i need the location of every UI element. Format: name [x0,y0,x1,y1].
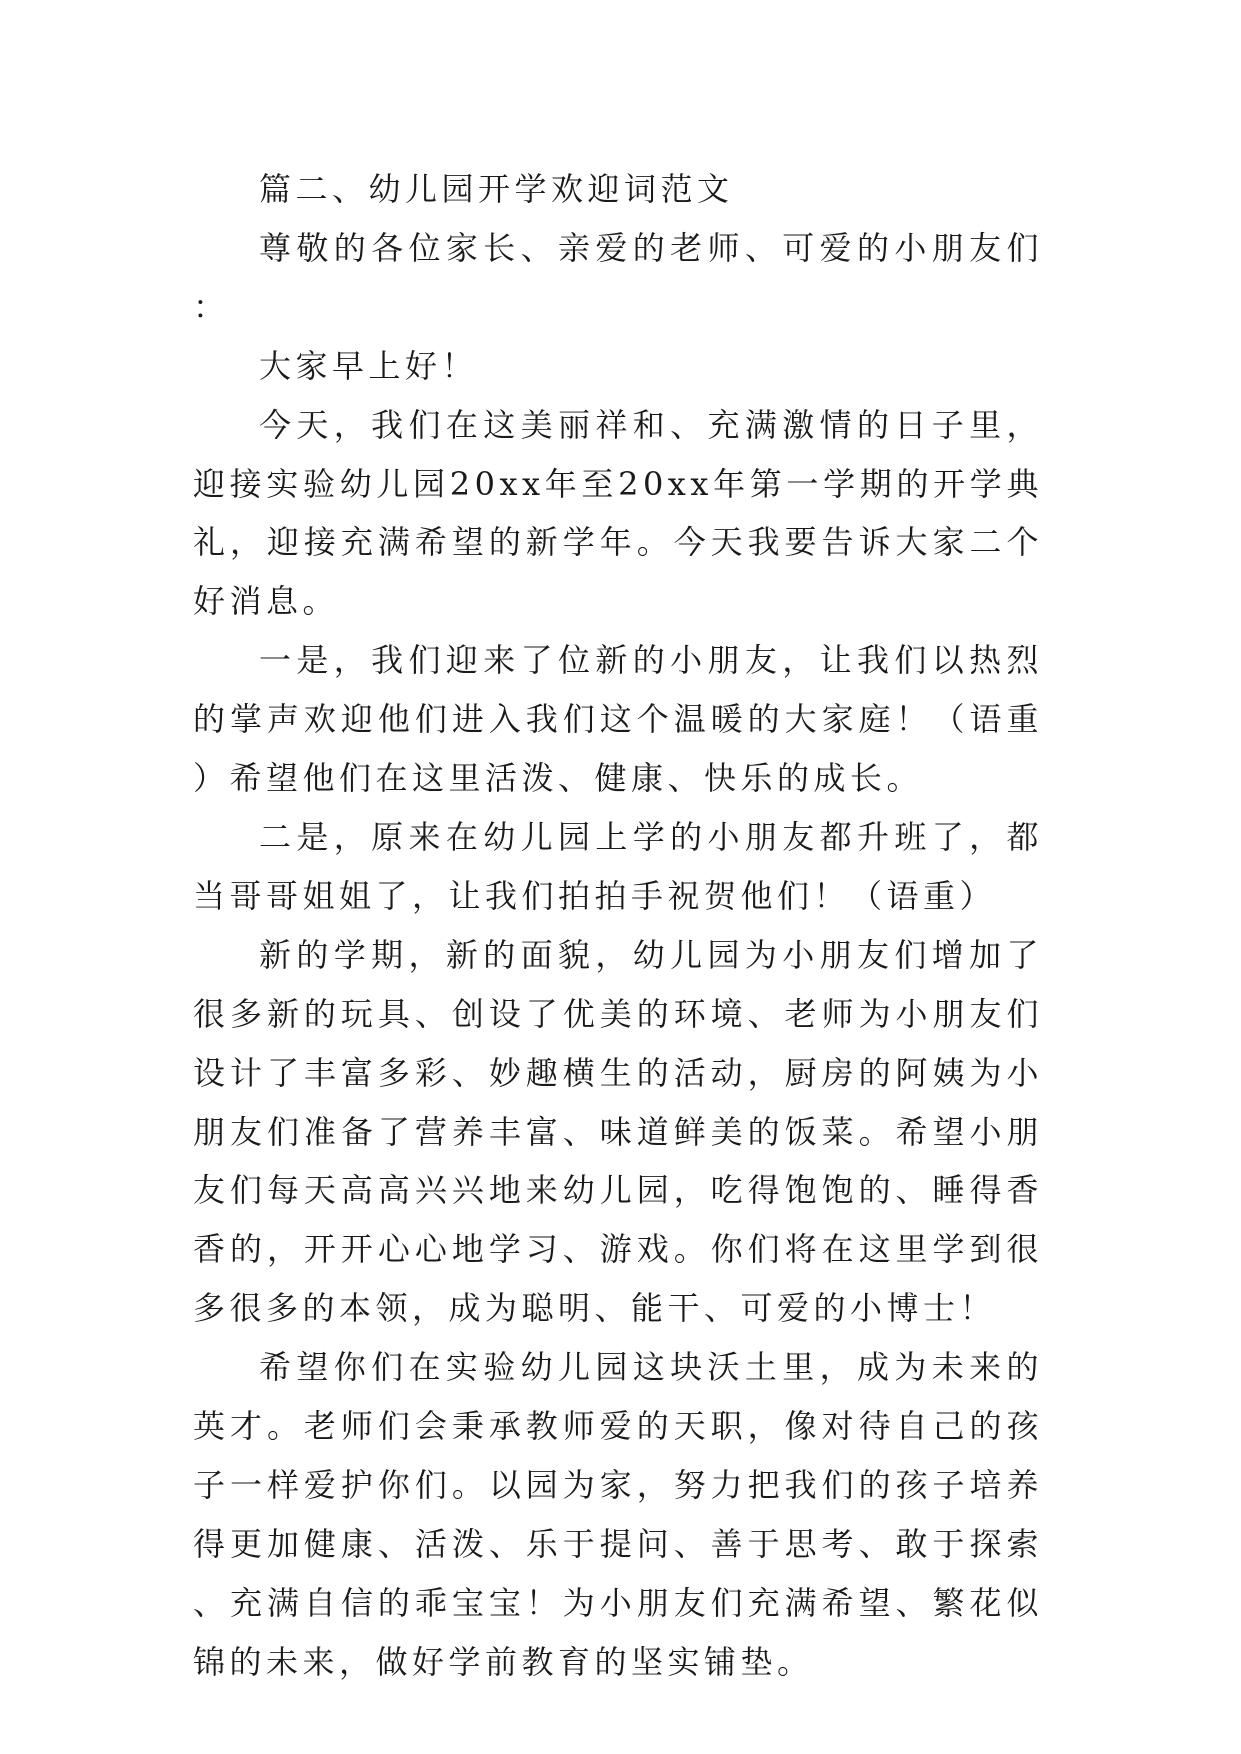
paragraph-5: 希望你们在实验幼儿园这块沃土里，成为未来的英才。老师们会秉承教师爱的天职，像对待自己的孩子一样爱护你们。以园为家，努力把我们的孩子培养得更加健康、活泼、乐于提问、善于思考、敢于探索、充满自信的乖宝宝！为小朋友们充满希望、繁花似锦的未来，做好学前教育的坚实铺垫。 [193,1348,1043,1681]
paragraph-1: 今天，我们在这美丽祥和、充满激情的日子里，迎接实验幼儿园20xx年至20xx年第一学期的开学典礼，迎接充满希望的新学年。今天我要告诉大家二个好消息。 [193,405,1043,621]
document-heading: 篇二、幼儿园开学欢迎词范文 [259,170,734,208]
paragraph-3: 二是，原来在幼儿园上学的小朋友都升班了，都当哥哥姐姐了，让我们拍拍手祝贺他们！（语重） [193,817,1043,915]
salutation: 尊敬的各位家长、亲爱的老师、可爱的小朋友们： [193,228,1043,326]
greeting: 大家早上好！ [259,346,479,385]
paragraph-4: 新的学期，新的面貌，幼儿园为小朋友们增加了很多新的玩具、创设了优美的环境、老师为小朋友们设计了丰富多彩、妙趣横生的活动，厨房的阿姨为小朋友们准备了营养丰富、味道鲜美的饭菜。希望小朋友们每天高高兴兴地来幼儿园，吃得饱饱的、睡得香香的，开开心心地学习、游戏。你们将在这里学到很多很多的本领，成为聪明、能干、可爱的小博士！ [193,935,1043,1328]
paragraph-2: 一是，我们迎来了位新的小朋友，让我们以热烈的掌声欢迎他们进入我们这个温暖的大家庭！（语重）希望他们在这里活泼、健康、快乐的成长。 [193,641,1043,798]
document-body [193,160,1043,1692]
